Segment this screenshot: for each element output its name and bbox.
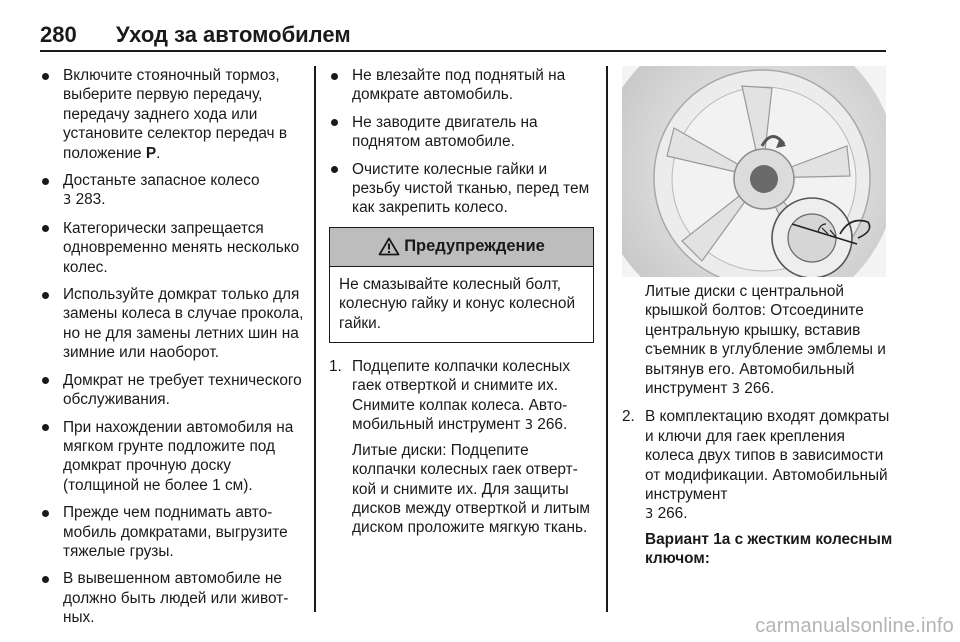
procedure-steps-continued — [622, 407, 894, 568]
variant-heading: Вариант 1а с жестким колесным ключом: — [645, 530, 893, 568]
page-reference-icon: 3 — [731, 382, 740, 398]
list-item: В вывешенном автомобиле не должно быть людей или животных. — [40, 569, 305, 627]
column-divider-left — [314, 66, 316, 612]
warning-title: Предупреждение — [404, 237, 545, 256]
list-item: Домкрат не требует технического обслуживания. — [40, 371, 305, 410]
list-item: При нахождении автомобиля на мягком грунте подложите под домкрат прочную доску (толщиной не более 1 см). — [40, 418, 305, 496]
page-header — [40, 22, 886, 52]
list-item: Используйте домкрат только для замены колеса в случае прокола, но не для замены летних шин на зимние или наоборот. — [40, 285, 305, 363]
page-reference: 266. — [537, 416, 568, 434]
page-number: 280 — [40, 22, 77, 47]
page-reference: 266. — [657, 505, 688, 523]
page-reference-icon: 3 — [524, 418, 533, 434]
column-3 — [622, 282, 894, 577]
wheel-center-cap-removal-illustration — [622, 66, 886, 277]
list-item: Включите стояночный тормоз, выберите первую передачу, передачу заднего хода или установите селектор передач в положение P. — [40, 66, 305, 163]
step-1: 1. Подцепите колпачки колесных гаек отверткой и снимите их. Снимите колпак колеса. Автомобильный инструмент 3 266. Литые диски: Подцепите колпачки колесных гаек отверткой и снимите их. Для защиты дисков между отверткой и литым диском проложите мягкую ткань. — [329, 357, 594, 538]
warning-header — [330, 228, 593, 267]
list-item: Не влезайте под поднятый на домкрате автомобиль. — [329, 66, 594, 105]
list-item: Очистите колесные гайки и резьбу чистой тканью, перед тем как закрепить колесо. — [329, 160, 594, 218]
page-reference: 266. — [744, 380, 775, 398]
warning-text: Не смазывайте колесный болт, колесную гайку и конус колесной гайки. — [339, 275, 576, 332]
step-number: 1. — [329, 358, 342, 376]
warning-triangle-icon — [378, 237, 400, 256]
header-rule — [40, 50, 886, 52]
precaution-list — [40, 66, 305, 628]
list-item: Не заводите двигатель на поднятом автомобиле. — [329, 113, 594, 152]
step-number: 2. — [622, 408, 635, 426]
list-item: Прежде чем поднимать автомобиль домкратами, выгрузите тяжелые грузы. — [40, 503, 305, 561]
column-1 — [40, 66, 305, 636]
illustration-caption: Литые диски с центральной крышкой болтов: Отсоедините центральную крышку, вставив съемник в углубление эмблемы и вытянув его. Автомобильный инструмент 3 266. — [645, 283, 886, 398]
warning-box — [329, 227, 594, 343]
list-item: Категорически запрещается одновременно менять несколько колес. — [40, 219, 305, 277]
precaution-list-continued — [329, 66, 594, 218]
step-1-alloy-note: Литые диски: Подцепите колпачки колесных гаек отверткой и снимите их. Для защиты дисков между отверткой и литым диском проложите мягкую ткань. — [352, 441, 590, 537]
list-item: Достаньте запасное колесо 3 283. — [40, 171, 305, 211]
page-reference: 283. — [75, 191, 106, 209]
page-title: Уход за автомобилем — [116, 22, 351, 47]
watermark: carmanualsonline.info — [755, 615, 954, 637]
procedure-steps — [329, 357, 594, 538]
step-2: 2. В комплектацию входят домкраты и ключи для гаек крепления колеса двух типов в зависимости от модификации. Автомобильный инструмент 3 266. Вариант 1а с жестким колесным ключом: — [622, 408, 893, 568]
page-reference-icon: 3 — [645, 507, 654, 523]
column-2 — [329, 66, 594, 546]
page-reference-icon: 3 — [63, 193, 72, 209]
column-divider-right — [606, 66, 608, 612]
